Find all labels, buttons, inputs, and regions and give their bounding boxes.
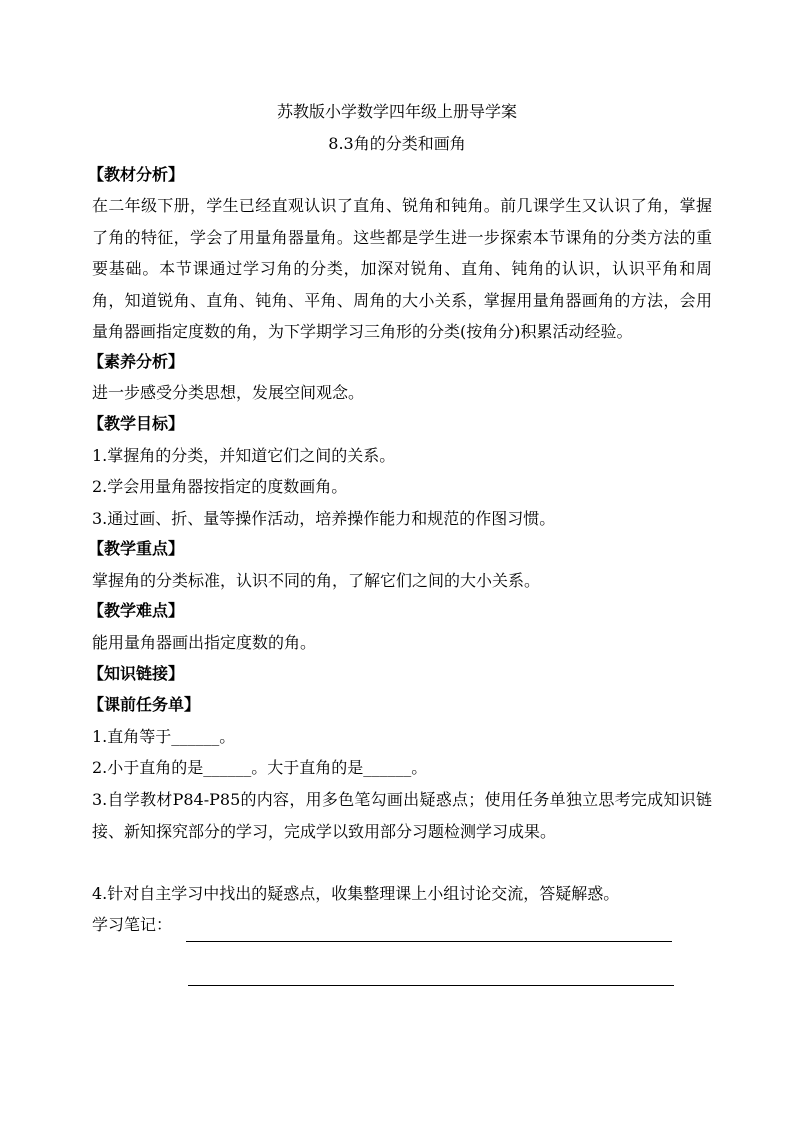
task-item-3: 3.自学教材P84-P85的内容，用多色笔勾画出疑惑点；使用任务单独立思考完成知识链接、新知探究部分的学习，完成学以致用部分习题检测学习成果。 [92, 790, 712, 841]
heading-material-analysis: 【教材分析】 [88, 165, 185, 184]
document-title: 苏教版小学数学四年级上册导学案 [276, 102, 517, 121]
key-points-text: 掌握角的分类标准，认识不同的角，了解它们之间的大小关系。 [92, 571, 541, 590]
literacy-analysis-text: 进一步感受分类思想，发展空间观念。 [92, 383, 365, 402]
goal-item-3: 3.通过画、折、量等操作活动，培养操作能力和规范的作图习惯。 [92, 509, 556, 528]
difficulties-text: 能用量角器画出指定度数的角。 [92, 633, 317, 652]
lesson-title: 8.3角的分类和画角 [328, 134, 466, 153]
notes-line-2 [188, 985, 674, 986]
goal-item-1: 1.掌握角的分类，并知道它们之间的关系。 [92, 446, 396, 465]
heading-teaching-goals: 【教学目标】 [88, 414, 185, 433]
heading-knowledge-links: 【知识链接】 [88, 664, 185, 683]
heading-literacy-analysis: 【素养分析】 [88, 352, 185, 371]
task-item-1: 1.直角等于______。 [92, 727, 236, 746]
heading-key-points: 【教学重点】 [88, 539, 185, 558]
notes-line-1 [186, 941, 672, 942]
task-item-4: 4.针对自主学习中找出的疑惑点，收集整理课上小组讨论交流，答疑解惑。 [92, 884, 620, 903]
goal-item-2: 2.学会用量角器按指定的度数画角。 [92, 477, 348, 496]
task-item-2: 2.小于直角的是______。大于直角的是______。 [92, 758, 428, 777]
study-notes-label: 学习笔记： [92, 915, 173, 934]
heading-pre-class-tasks: 【课前任务单】 [88, 695, 201, 714]
heading-difficulties: 【教学难点】 [88, 601, 185, 620]
material-analysis-text: 在二年级下册，学生已经直观认识了直角、锐角和钝角。前几课学生又认识了角，掌握了角的特征，学会了用量角器量角。这些都是学生进一步探索本节课角的分类方法的重要基础。本节课通过学习角的分类，加深对锐角、直角、钝角的认识，认识平角和周角，知道锐角、直角、钝角、平角、周角的大小关系，掌握用量角器画角的方法，会用量角器画指定度数的角，为下学期学习三角形的分类(按角分)积累活动经验。 [92, 196, 712, 341]
